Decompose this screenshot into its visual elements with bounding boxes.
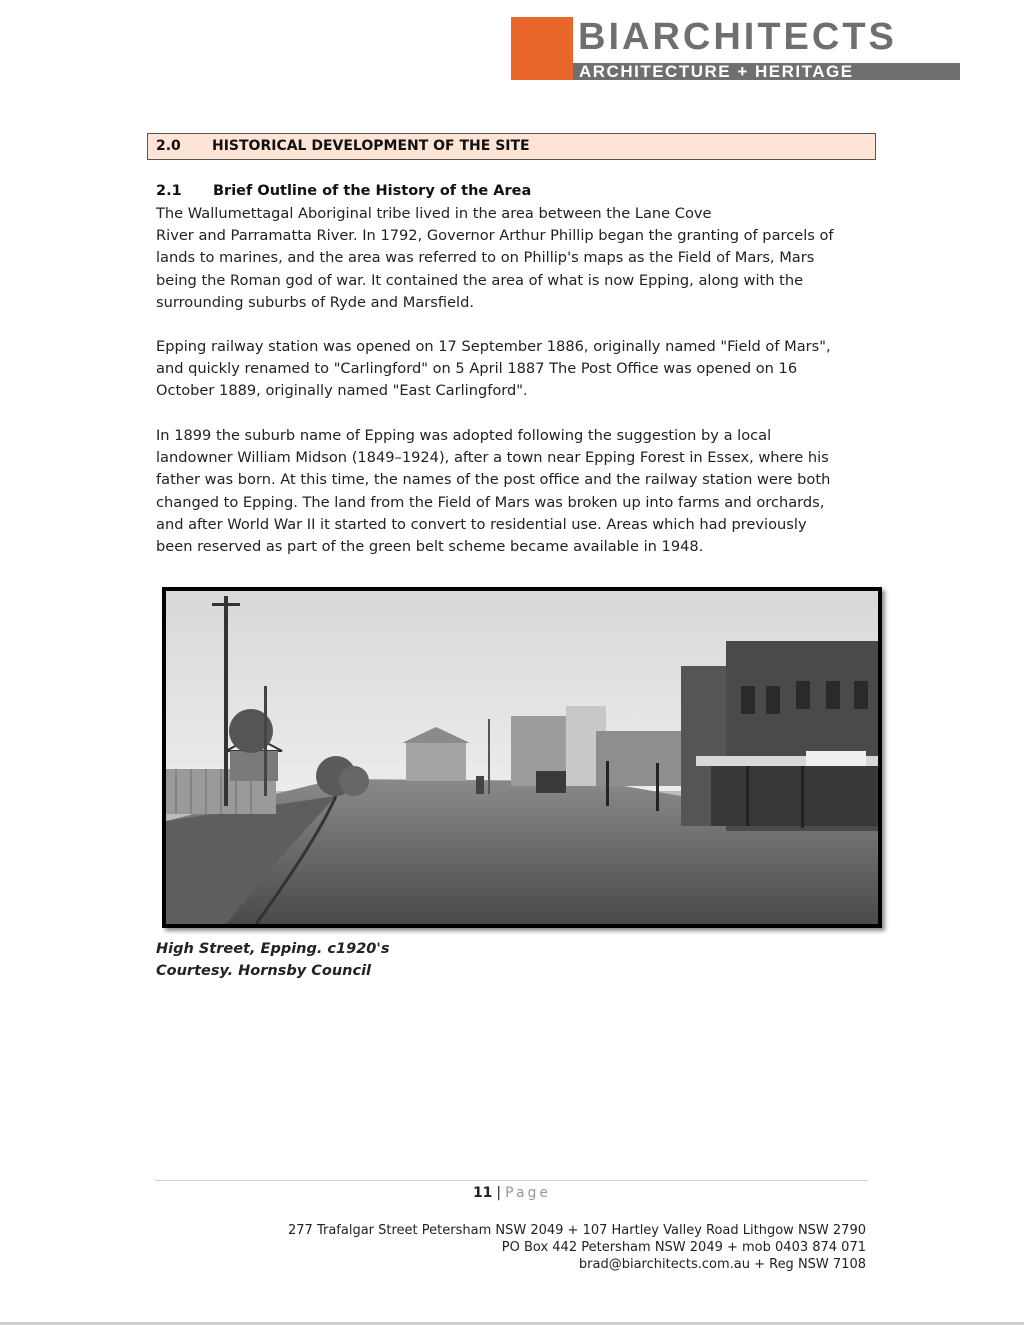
text-line: being the Roman god of war. It contained the area of what is now Epping, along with the (156, 271, 804, 289)
street-photo-illustration (166, 591, 878, 924)
paragraph-3 (156, 425, 866, 558)
logo-tagline-band (573, 63, 960, 80)
logo-orange-square (511, 17, 573, 80)
footer-address-line: 277 Trafalgar Street Petersham NSW 2049 + 107 Hartley Valley Road Lithgow NSW 2790 (288, 1223, 866, 1238)
section-heading (147, 133, 876, 160)
footer-po-box-line: PO Box 442 Petersham NSW 2049 + mob 0403 874 071 (501, 1240, 866, 1255)
text-line: changed to Epping. The land from the Field of Mars was broken up into farms and orchards, (156, 493, 825, 511)
logo-name: BIARCHITECTS (578, 16, 897, 58)
section-title: HISTORICAL DEVELOPMENT OF THE SITE (212, 138, 530, 154)
page-label: Page (505, 1185, 552, 1201)
text-line: lands to marines, and the area was referred to on Phillip's maps as the Field of Mars, Mars (156, 249, 815, 267)
photo-caption: High Street, Epping. c1920's (156, 941, 390, 957)
page-separator: | (496, 1185, 502, 1201)
text-line: been reserved as part of the green belt scheme became available in 1948. (156, 538, 704, 556)
page-indicator (0, 1185, 1024, 1201)
text-line: surrounding suburbs of Ryde and Marsfield. (156, 293, 474, 311)
text-line: October 1889, originally named "East Carlingford". (156, 382, 528, 400)
text-line: The Wallumettagal Aboriginal tribe lived in the area between the Lane Cove (156, 205, 712, 222)
text-line: and after World War II it started to convert to residential use. Areas which had previously (156, 515, 807, 533)
text-line: In 1899 the suburb name of Epping was adopted following the suggestion by a local (156, 427, 772, 444)
subsection-title: Brief Outline of the History of the Area (213, 183, 532, 199)
text-line: father was born. At this time, the names of the post office and the railway station were both (156, 471, 831, 489)
logo-tagline: ARCHITECTURE + HERITAGE (579, 62, 854, 81)
paragraph-1 (156, 203, 866, 314)
text-line: and quickly renamed to "Carlingford" on 5 April 1887 The Post Office was opened on 16 (156, 360, 798, 378)
text-line: Epping railway station was opened on 17 September 1886, originally named "Field of Mars", (156, 338, 831, 355)
photo-credit: Courtesy. Hornsby Council (156, 963, 372, 979)
historic-street-photo (162, 587, 882, 928)
section-number: 2.0 (156, 138, 181, 154)
company-logo (511, 17, 960, 80)
text-line: River and Parramatta River. In 1792, Governor Arthur Phillip began the granting of parcels of (156, 227, 834, 245)
footer-email-line: brad@biarchitects.com.au + Reg NSW 7108 (578, 1257, 866, 1272)
text-line: landowner William Midson (1849–1924), after a town near Epping Forest in Essex, where his (156, 449, 829, 467)
footer-divider (155, 1180, 868, 1181)
page-number: 11 (472, 1185, 493, 1201)
subsection-number: 2.1 (156, 183, 182, 199)
paragraph-2 (156, 336, 866, 403)
